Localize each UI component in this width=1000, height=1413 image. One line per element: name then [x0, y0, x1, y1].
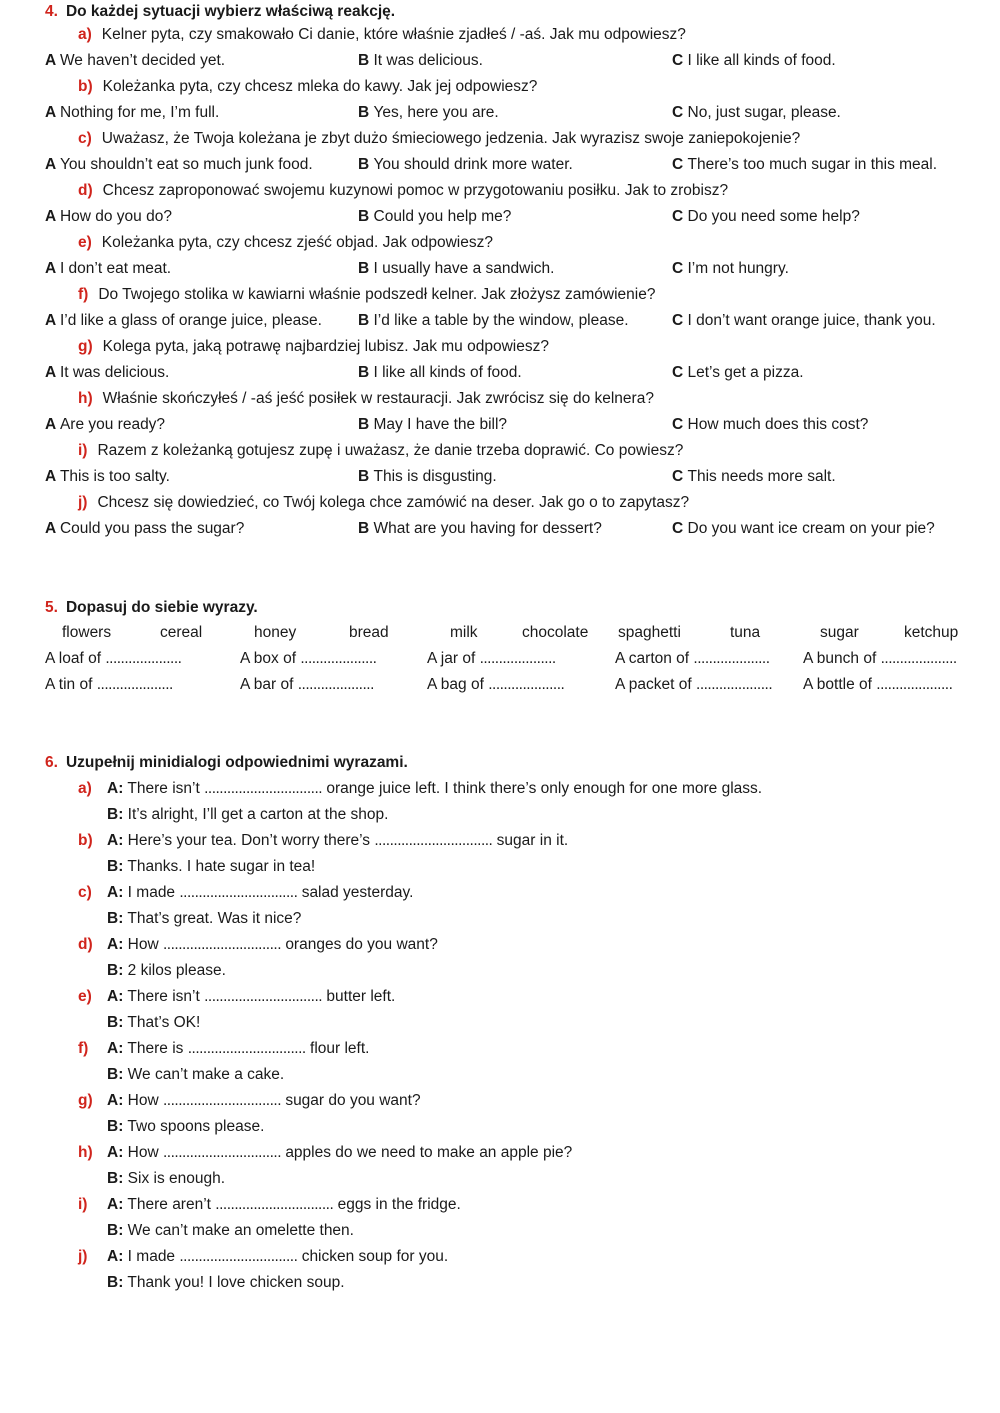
speaker-b-label: B: [107, 1066, 124, 1083]
speaker-b-label: B: [107, 1118, 124, 1135]
option-a[interactable] [45, 308, 322, 334]
speaker-a-label: A: [107, 1040, 124, 1057]
option-text: We haven’t decided yet. [59, 52, 226, 69]
option-text: Do you need some help? [687, 208, 860, 225]
dialogue-line-b [0, 854, 1000, 880]
option-text: This is too salty. [59, 468, 170, 485]
dialogue-after: chicken soup for you. [301, 1248, 449, 1265]
dialogue-reply: Thank you! I love chicken soup. [127, 1274, 345, 1291]
dialogue-text-a [107, 776, 762, 802]
answer-blank[interactable]: .................... [297, 676, 374, 693]
word-bank-item: tuna [730, 624, 761, 641]
option-text: I’d like a glass of orange juice, please. [59, 312, 322, 329]
option-b[interactable] [358, 152, 573, 178]
match-phrase: A packet of [615, 676, 692, 693]
option-b[interactable] [358, 308, 629, 334]
question-text: Właśnie skończyłeś / -aś jeść posiłek w restauracji. Jak zwrócisz się do kelnera? [102, 390, 654, 407]
dialogue-letter: d) [78, 936, 93, 953]
option-b[interactable] [358, 516, 602, 542]
dialogue-reply: We can’t make a cake. [127, 1066, 285, 1083]
dialogue-text-b [107, 1010, 200, 1036]
option-label: A [45, 104, 60, 121]
dialogue-line-b [0, 802, 1000, 828]
answer-blank[interactable]: .................... [479, 650, 556, 667]
answer-blank[interactable]: .................... [300, 650, 377, 667]
option-text: Could you help me? [373, 208, 512, 225]
option-label: C [672, 104, 688, 121]
dialogue-text-b [107, 1218, 354, 1244]
options-line [0, 412, 1000, 438]
dialogue-line-a [0, 828, 1000, 854]
question-line [0, 230, 1000, 256]
option-label: A [45, 260, 60, 277]
dialogue-before: How [127, 1144, 159, 1161]
answer-blank[interactable]: ............................... [215, 1196, 334, 1213]
question-text: Koleżanka pyta, czy chcesz zjeść objad. Jak odpowiesz? [101, 234, 493, 251]
word-bank-item: ketchup [904, 624, 959, 641]
answer-blank[interactable]: ............................... [179, 884, 298, 901]
option-text: It was delicious. [373, 52, 483, 69]
dialogue-line-b [0, 1218, 1000, 1244]
option-a[interactable] [45, 204, 172, 230]
dialogue-before: How [127, 936, 159, 953]
speaker-a-label: A: [107, 780, 124, 797]
answer-blank[interactable]: ............................... [204, 988, 323, 1005]
dialogue-reply: 2 kilos please. [127, 962, 226, 979]
option-c[interactable] [672, 152, 937, 178]
dialogue-after: sugar in it. [496, 832, 569, 849]
dialogue-letter: g) [78, 1092, 93, 1109]
option-label: B [358, 156, 374, 173]
dialogue-line-b [0, 1166, 1000, 1192]
exercise-5-number: 5. [45, 599, 58, 616]
options-line [0, 152, 1000, 178]
speaker-a-label: A: [107, 988, 124, 1005]
question-text: Koleżanka pyta, czy chcesz mleka do kawy. Jak jej odpowiesz? [102, 78, 538, 95]
answer-blank[interactable]: .................... [696, 676, 773, 693]
option-label: B [358, 416, 374, 433]
question-letter: c) [78, 130, 92, 147]
dialogue-text-b [107, 1114, 264, 1140]
option-text: You should drink more water. [373, 156, 573, 173]
option-text: Let’s get a pizza. [687, 364, 804, 381]
dialogue-reply: Two spoons please. [127, 1118, 265, 1135]
option-text: There’s too much sugar in this meal. [687, 156, 938, 173]
dialogue-line-b [0, 1010, 1000, 1036]
option-text: Yes, here you are. [373, 104, 499, 121]
match-row [0, 646, 1000, 672]
option-label: B [358, 468, 374, 485]
dialogue-line-a [0, 1192, 1000, 1218]
option-a[interactable] [45, 516, 244, 542]
dialogue-before: There aren’t [127, 1196, 211, 1213]
dialogue-after: salad yesterday. [301, 884, 414, 901]
option-label: A [45, 52, 60, 69]
question-text: Do Twojego stolika w kawiarni właśnie podszedł kelner. Jak złożysz zamówienie? [98, 286, 656, 303]
question-line [0, 282, 1000, 308]
word-bank-item: milk [450, 624, 478, 641]
exercise-5-title: Dopasuj do siebie wyrazy. [65, 599, 258, 616]
option-text: How much does this cost? [687, 416, 869, 433]
options-line [0, 464, 1000, 490]
question-line [0, 74, 1000, 100]
speaker-a-label: A: [107, 1144, 124, 1161]
match-item [45, 646, 181, 672]
option-text: I like all kinds of food. [687, 52, 836, 69]
question-letter: d) [78, 182, 93, 199]
option-text: Are you ready? [59, 416, 166, 433]
dialogue-after: sugar do you want? [285, 1092, 421, 1109]
option-c[interactable] [672, 204, 860, 230]
question-line [0, 178, 1000, 204]
answer-blank[interactable]: .................... [876, 676, 953, 693]
exercise-5-heading [45, 596, 258, 620]
options-line [0, 48, 1000, 74]
option-b[interactable] [358, 48, 483, 74]
dialogue-text-a [107, 1036, 369, 1062]
option-a[interactable] [45, 256, 171, 282]
question-letter: h) [78, 390, 93, 407]
option-text: I’d like a table by the window, please. [373, 312, 629, 329]
match-phrase: A bag of [427, 676, 484, 693]
option-label: A [45, 364, 60, 381]
match-item [803, 646, 957, 672]
speaker-b-label: B: [107, 1014, 124, 1031]
dialogue-letter: h) [78, 1144, 93, 1161]
option-text: I usually have a sandwich. [373, 260, 555, 277]
dialogue-line-a [0, 984, 1000, 1010]
options-line [0, 204, 1000, 230]
option-text: I don’t eat meat. [59, 260, 172, 277]
options-line [0, 360, 1000, 386]
option-text: May I have the bill? [373, 416, 508, 433]
answer-blank[interactable]: ............................... [204, 780, 323, 797]
exercise-4-list [0, 22, 1000, 542]
word-bank-item: bread [349, 624, 389, 641]
option-a[interactable] [45, 464, 170, 490]
option-text: It was delicious. [59, 364, 170, 381]
question-text: Chcesz się dowiedzieć, co Twój kolega chce zamówić na deser. Jak go o to zapytasz? [97, 494, 690, 511]
option-label: C [672, 312, 688, 329]
question-text: Kelner pyta, czy smakowało Ci danie, które właśnie zjadłeś / -aś. Jak mu odpowiesz? [101, 26, 686, 43]
dialogue-text-b [107, 906, 301, 932]
match-phrase: A bunch of [803, 650, 877, 667]
dialogue-letter: j) [78, 1248, 88, 1265]
speaker-b-label: B: [107, 806, 124, 823]
dialogue-letter: c) [78, 884, 92, 901]
option-label: C [672, 208, 688, 225]
option-label: B [358, 208, 374, 225]
dialogue-text-b [107, 1270, 345, 1296]
dialogue-reply: It’s alright, I’ll get a carton at the shop. [127, 806, 389, 823]
speaker-b-label: B: [107, 858, 124, 875]
option-label: B [358, 260, 374, 277]
question-line [0, 490, 1000, 516]
dialogue-text-a [107, 932, 438, 958]
dialogue-line-a [0, 1036, 1000, 1062]
match-row [0, 672, 1000, 698]
match-phrase: A loaf of [45, 650, 102, 667]
option-label: C [672, 260, 688, 277]
option-c[interactable] [672, 516, 935, 542]
dialogue-text-a [107, 828, 568, 854]
dialogue-before: How [127, 1092, 159, 1109]
option-label: C [672, 416, 688, 433]
match-phrase: A bar of [240, 676, 294, 693]
match-phrase: A carton of [615, 650, 690, 667]
match-phrase: A bottle of [803, 676, 872, 693]
match-phrase: A jar of [427, 650, 476, 667]
option-text: Do you want ice cream on your pie? [687, 520, 935, 537]
option-b[interactable] [358, 464, 497, 490]
option-c[interactable] [672, 360, 804, 386]
match-item [615, 672, 772, 698]
options-line [0, 308, 1000, 334]
option-a[interactable] [45, 48, 225, 74]
dialogue-line-a [0, 1140, 1000, 1166]
answer-blank[interactable]: ............................... [163, 936, 281, 953]
word-bank-item: spaghetti [618, 624, 681, 641]
option-text: You shouldn’t eat so much junk food. [59, 156, 313, 173]
option-c[interactable] [672, 308, 936, 334]
dialogue-text-b [107, 958, 226, 984]
dialogue-before: I made [127, 1248, 176, 1265]
match-item [615, 646, 770, 672]
dialogue-before: There isn’t [127, 988, 200, 1005]
match-item [240, 672, 374, 698]
options-line [0, 256, 1000, 282]
dialogue-before: Here’s your tea. Don’t worry there’s [127, 832, 371, 849]
match-item [427, 672, 564, 698]
option-label: A [45, 468, 60, 485]
option-label: A [45, 520, 60, 537]
option-a[interactable] [45, 100, 219, 126]
match-phrase: A box of [240, 650, 297, 667]
option-c[interactable] [672, 412, 868, 438]
dialogue-reply: That’s OK! [127, 1014, 201, 1031]
option-label: B [358, 520, 374, 537]
answer-blank[interactable]: ............................... [179, 1248, 298, 1265]
option-b[interactable] [358, 256, 554, 282]
dialogue-text-b [107, 802, 388, 828]
dialogue-after: orange juice left. I think there’s only enough for one more glass. [326, 780, 763, 797]
dialogue-text-a [107, 1244, 448, 1270]
option-b[interactable] [358, 204, 511, 230]
question-letter: b) [78, 78, 93, 95]
match-rows [0, 646, 1000, 698]
option-label: A [45, 156, 60, 173]
option-a[interactable] [45, 360, 169, 386]
speaker-a-label: A: [107, 1092, 124, 1109]
option-label: A [45, 208, 60, 225]
question-letter: a) [78, 26, 92, 43]
dialogue-after: oranges do you want? [285, 936, 438, 953]
dialogue-text-a [107, 880, 413, 906]
dialogue-line-b [0, 1270, 1000, 1296]
answer-blank[interactable]: .................... [693, 650, 770, 667]
option-label: B [358, 364, 374, 381]
option-label: C [672, 52, 688, 69]
exercise-4-heading [45, 0, 395, 24]
question-line [0, 438, 1000, 464]
word-bank-item: honey [254, 624, 297, 641]
dialogue-letter: a) [78, 780, 92, 797]
question-letter: e) [78, 234, 92, 251]
question-text: Uważasz, że Twoja koleżana je zbyt dużo śmieciowego jedzenia. Jak wyrazisz swoje zaniepokojenie? [101, 130, 801, 147]
dialogue-line-a [0, 1088, 1000, 1114]
dialogue-letter: f) [78, 1040, 89, 1057]
dialogue-letter: e) [78, 988, 92, 1005]
dialogue-reply: Thanks. I hate sugar in tea! [127, 858, 316, 875]
option-text: I’m not hungry. [687, 260, 789, 277]
match-phrase: A tin of [45, 676, 93, 693]
options-line [0, 516, 1000, 542]
speaker-a-label: A: [107, 832, 124, 849]
option-text: This needs more salt. [687, 468, 836, 485]
answer-blank[interactable]: .................... [880, 650, 957, 667]
option-label: A [45, 416, 60, 433]
options-line [0, 100, 1000, 126]
option-label: B [358, 312, 374, 329]
question-line [0, 386, 1000, 412]
match-item [427, 646, 556, 672]
question-text: Chcesz zaproponować swojemu kuzynowi pomoc w przygotowaniu posiłku. Jak to zrobisz? [102, 182, 729, 199]
option-b[interactable] [358, 412, 507, 438]
dialogue-text-a [107, 1140, 572, 1166]
exercise-6-number: 6. [45, 754, 58, 771]
dialogue-line-b [0, 1062, 1000, 1088]
option-text: No, just sugar, please. [687, 104, 841, 121]
option-c[interactable] [672, 464, 836, 490]
speaker-b-label: B: [107, 1274, 124, 1291]
speaker-a-label: A: [107, 936, 124, 953]
dialogue-letter: b) [78, 832, 93, 849]
dialogue-text-b [107, 1062, 284, 1088]
option-label: A [45, 312, 60, 329]
option-label: B [358, 104, 374, 121]
dialogue-line-a [0, 880, 1000, 906]
dialogue-before: There is [127, 1040, 184, 1057]
question-letter: i) [78, 442, 88, 459]
question-line [0, 126, 1000, 152]
question-text: Kolega pyta, jaką potrawę najbardziej lubisz. Jak mu odpowiesz? [102, 338, 549, 355]
option-label: B [358, 52, 374, 69]
exercise-6-dialogues [0, 776, 1000, 1296]
match-item [240, 646, 376, 672]
dialogue-line-b [0, 1114, 1000, 1140]
option-c[interactable] [672, 48, 836, 74]
question-letter: j) [78, 494, 88, 511]
answer-blank[interactable]: ............................... [163, 1144, 281, 1161]
option-text: This is disgusting. [373, 468, 497, 485]
question-letter: g) [78, 338, 93, 355]
speaker-a-label: A: [107, 1196, 124, 1213]
speaker-b-label: B: [107, 910, 124, 927]
option-a[interactable] [45, 152, 313, 178]
answer-blank[interactable]: .................... [96, 676, 173, 693]
question-text: Razem z koleżanką gotujesz zupę i uważasz, że danie trzeba doprawić. Co powiesz? [97, 442, 684, 459]
dialogue-reply: That’s great. Was it nice? [127, 910, 302, 927]
match-item [45, 672, 173, 698]
dialogue-before: There isn’t [127, 780, 200, 797]
dialogue-text-b [107, 1166, 225, 1192]
word-bank [0, 620, 1000, 646]
speaker-a-label: A: [107, 1248, 124, 1265]
match-item [803, 672, 952, 698]
option-c[interactable] [672, 100, 841, 126]
dialogue-line-a [0, 776, 1000, 802]
option-text: I don’t want orange juice, thank you. [687, 312, 936, 329]
option-b[interactable] [358, 360, 522, 386]
speaker-a-label: A: [107, 884, 124, 901]
dialogue-reply: We can’t make an omelette then. [127, 1222, 354, 1239]
option-a[interactable] [45, 412, 165, 438]
dialogue-text-b [107, 854, 315, 880]
option-label: C [672, 468, 688, 485]
word-bank-item: flowers [62, 624, 112, 641]
speaker-b-label: B: [107, 962, 124, 979]
question-letter: f) [78, 286, 89, 303]
dialogue-text-a [107, 1192, 461, 1218]
question-line [0, 22, 1000, 48]
option-b[interactable] [358, 100, 499, 126]
option-label: C [672, 156, 688, 173]
dialogue-line-b [0, 906, 1000, 932]
option-c[interactable] [672, 256, 789, 282]
word-bank-item: cereal [160, 624, 203, 641]
dialogue-letter: i) [78, 1196, 88, 1213]
answer-blank[interactable]: .................... [105, 650, 182, 667]
dialogue-after: apples do we need to make an apple pie? [285, 1144, 573, 1161]
option-text: Nothing for me, I’m full. [59, 104, 220, 121]
option-text: How do you do? [59, 208, 172, 225]
dialogue-line-a [0, 1244, 1000, 1270]
dialogue-after: flour left. [310, 1040, 370, 1057]
dialogue-text-a [107, 1088, 421, 1114]
dialogue-text-a [107, 984, 395, 1010]
exercise-4-title: Do każdej sytuacji wybierz właściwą reakcję. [65, 3, 396, 20]
dialogue-before: I made [127, 884, 176, 901]
option-text: Could you pass the sugar? [59, 520, 245, 537]
exercise-6-title: Uzupełnij minidialogi odpowiednimi wyrazami. [65, 754, 408, 771]
dialogue-line-a [0, 932, 1000, 958]
speaker-b-label: B: [107, 1222, 124, 1239]
question-line [0, 334, 1000, 360]
dialogue-line-b [0, 958, 1000, 984]
word-bank-item: sugar [820, 624, 859, 641]
dialogue-after: eggs in the fridge. [337, 1196, 461, 1213]
dialogue-reply: Six is enough. [127, 1170, 226, 1187]
answer-blank[interactable]: .................... [488, 676, 565, 693]
option-text: I like all kinds of food. [373, 364, 522, 381]
exercise-4-number: 4. [45, 3, 58, 20]
answer-blank[interactable]: ............................... [187, 1040, 306, 1057]
option-label: C [672, 520, 688, 537]
word-bank-item: chocolate [522, 624, 589, 641]
exercise-6-heading [45, 750, 408, 776]
answer-blank[interactable]: ............................... [374, 832, 493, 849]
dialogue-after: butter left. [326, 988, 396, 1005]
answer-blank[interactable]: ............................... [163, 1092, 281, 1109]
option-label: C [672, 364, 688, 381]
speaker-b-label: B: [107, 1170, 124, 1187]
option-text: What are you having for dessert? [373, 520, 602, 537]
